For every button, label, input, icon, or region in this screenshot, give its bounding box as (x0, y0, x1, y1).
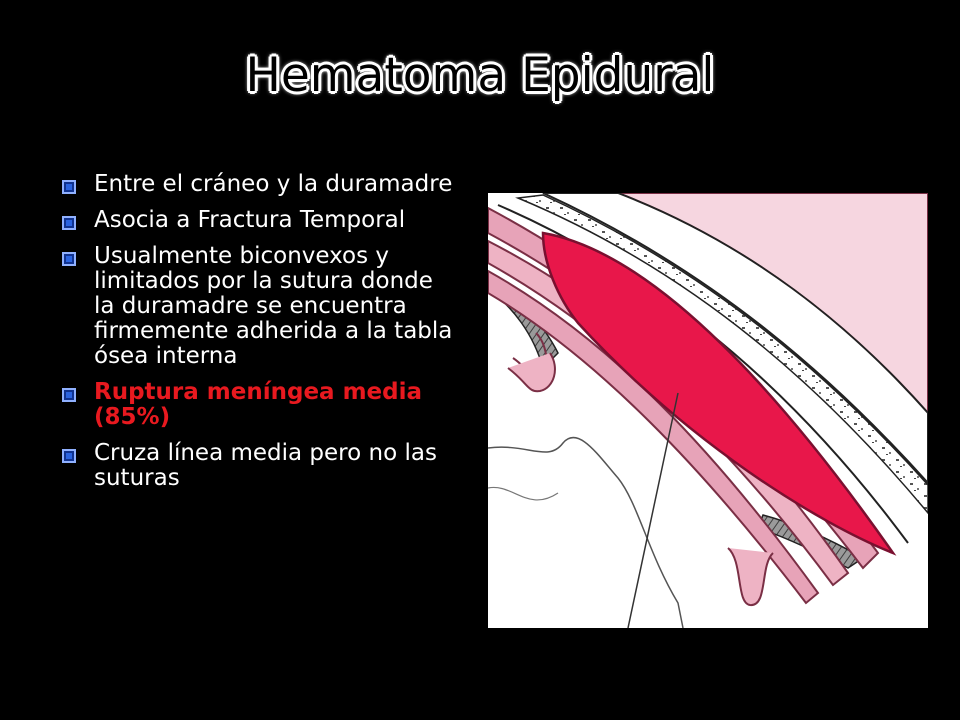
square-bullet-icon (62, 180, 76, 194)
bullet-item (60, 208, 460, 233)
epidural-hematoma-illustration (488, 193, 928, 628)
bullet-item-highlight (60, 380, 460, 430)
square-bullet-icon (62, 449, 76, 463)
bullet-item (60, 441, 460, 491)
bullet-text: Usualmente biconvexos y limitados por la sutura donde la duramadre se encuentra firmemente adherida a la tabla ósea interna (94, 243, 453, 369)
bullet-text: Entre el cráneo y la duramadre (94, 171, 453, 197)
bullet-text: Ruptura meníngea media (85%) (94, 379, 423, 430)
slide-title: Hematoma Epidural (245, 48, 715, 103)
square-bullet-icon (62, 388, 76, 402)
bullet-text: Cruza línea media pero no las suturas (94, 440, 437, 491)
bullet-item (60, 172, 460, 197)
anatomy-diagram (488, 193, 928, 628)
bullet-text: Asocia a Fractura Temporal (94, 207, 406, 233)
square-bullet-icon (62, 216, 76, 230)
bullet-list (60, 172, 460, 502)
square-bullet-icon (62, 252, 76, 266)
bullet-item (60, 244, 460, 369)
